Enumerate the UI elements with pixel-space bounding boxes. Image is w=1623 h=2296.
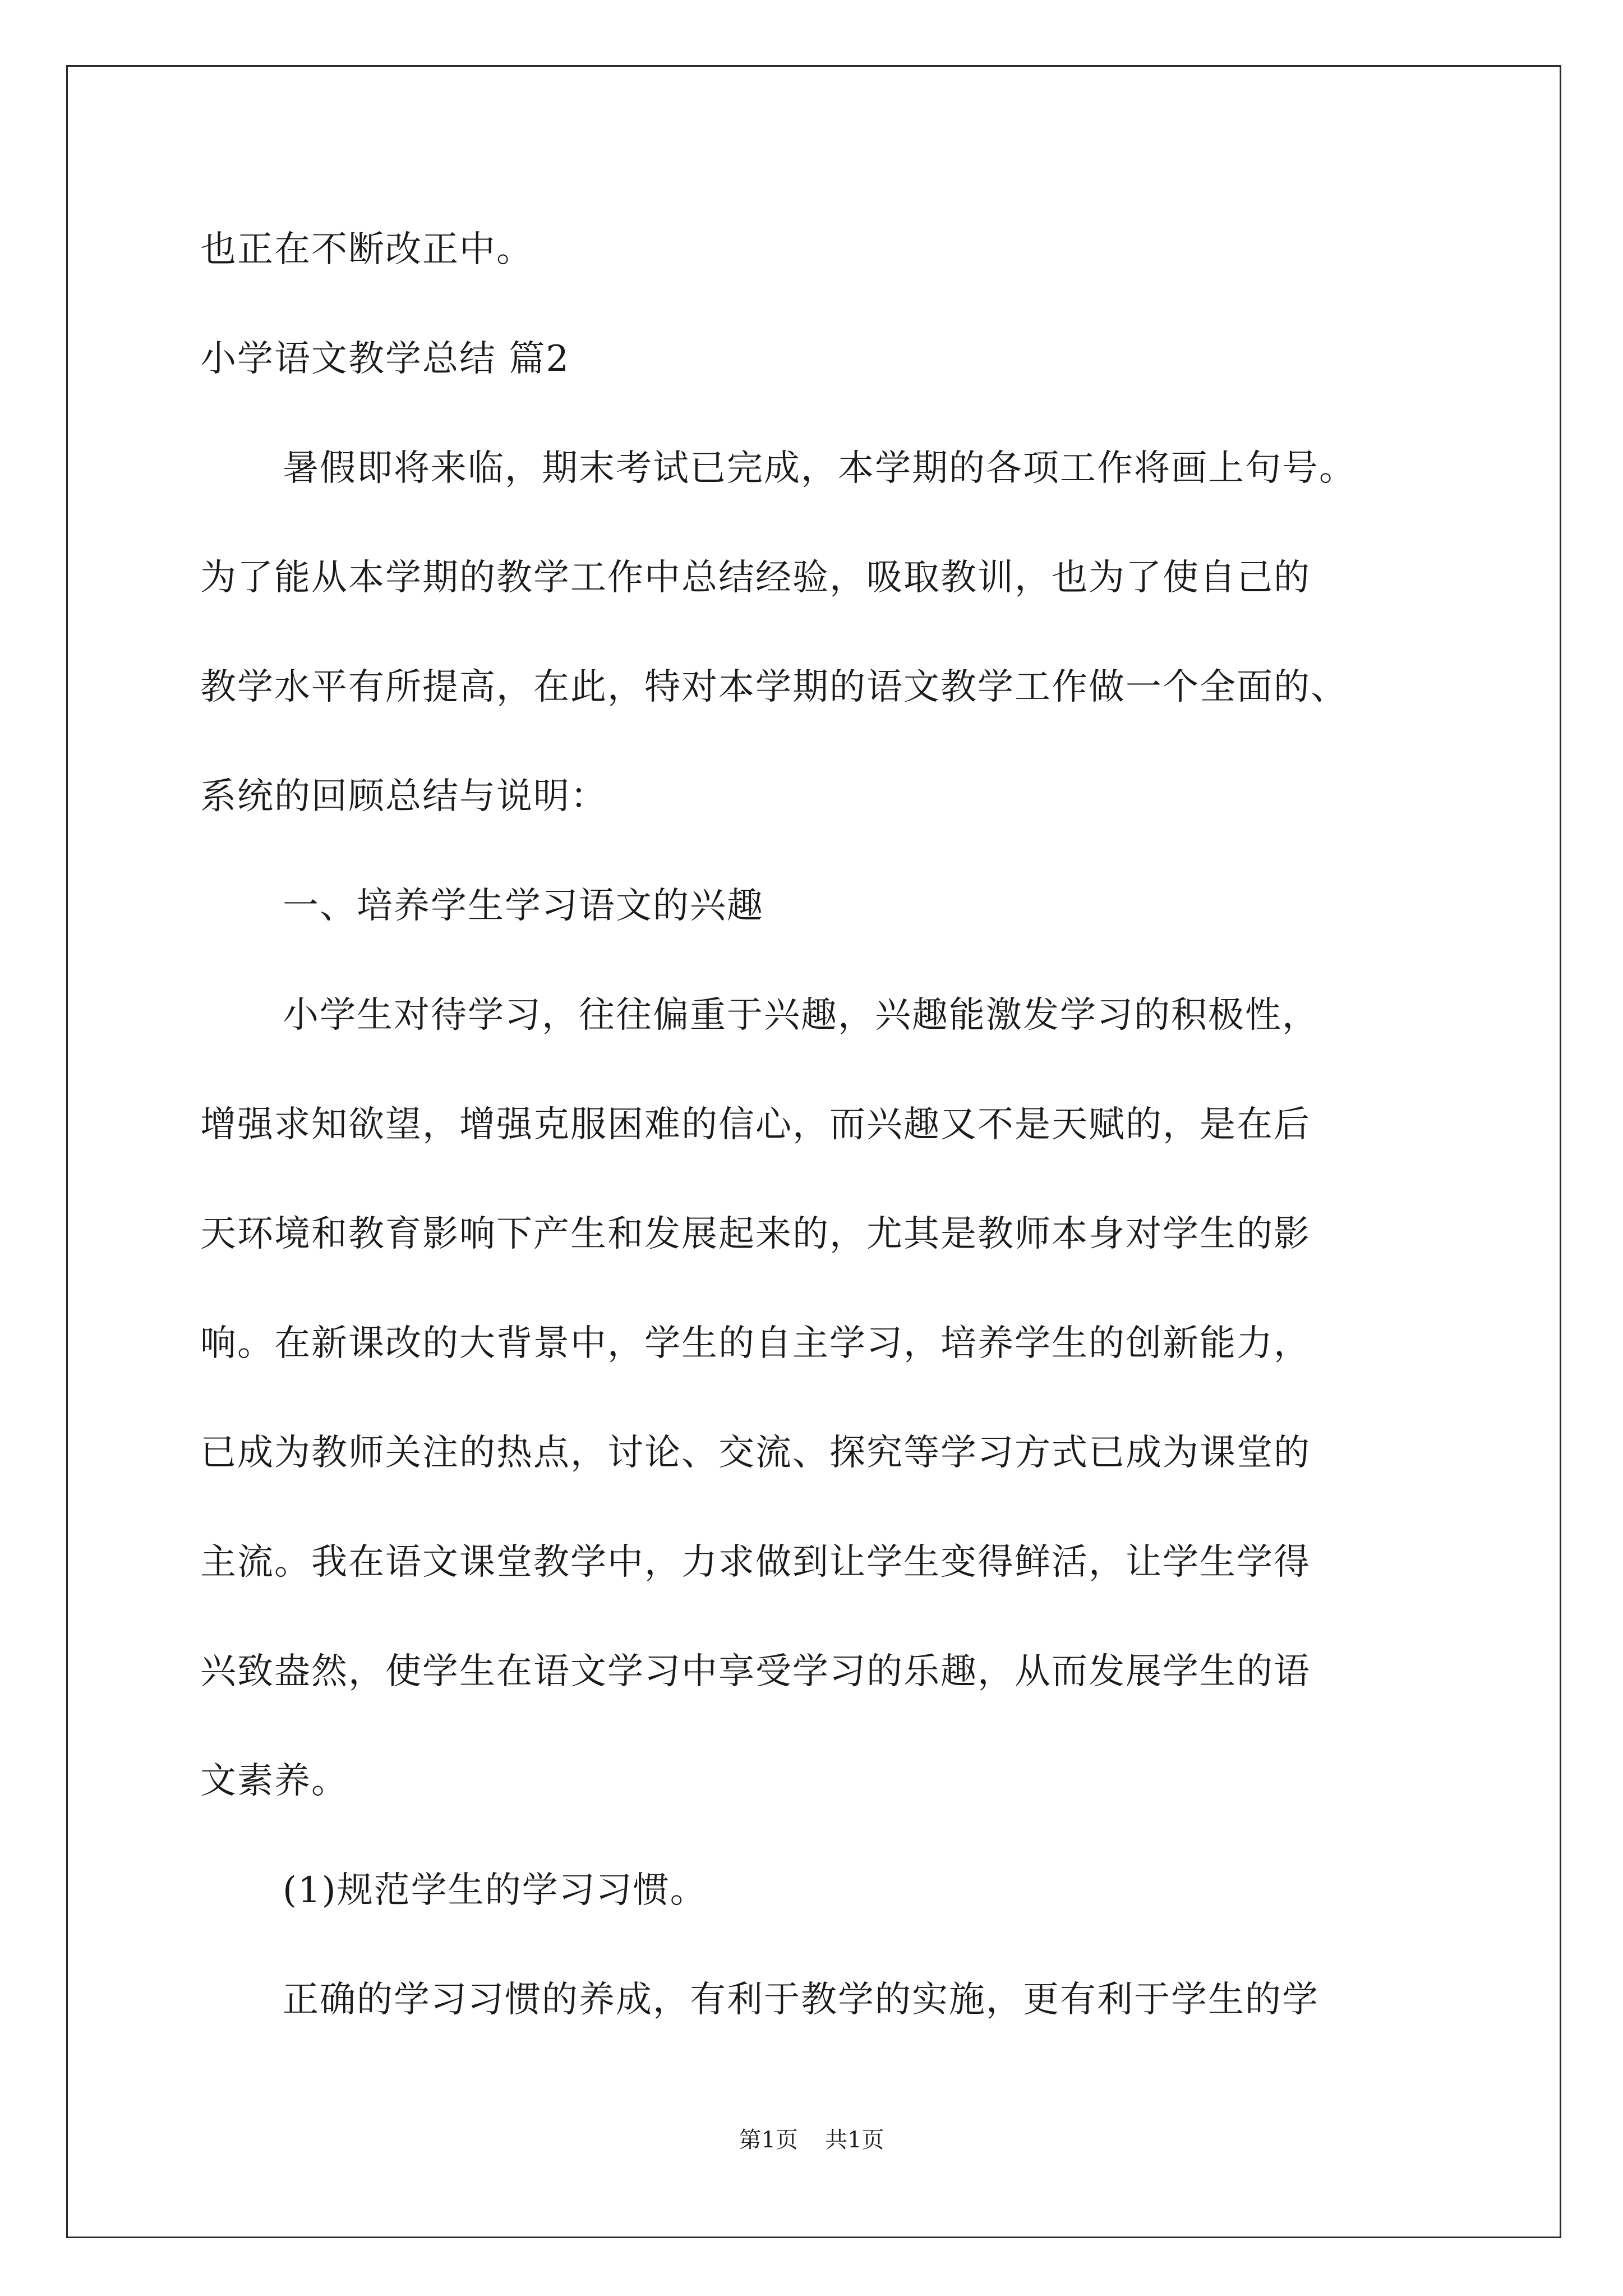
text-line: 已成为教师关注的热点，讨论、交流、探究等学习方式已成为课堂的 [200, 1432, 1311, 1474]
text-line: 教学水平有所提高，在此，特对本学期的语文教学工作做一个全面的、 [200, 666, 1348, 708]
text-line: 文素养。 [200, 1760, 348, 1802]
paragraph-first-line: 暑假即将来临，期末考试已完成，本学期的各项工作将画上句号。 [283, 448, 1356, 489]
text-line: 天环境和教育影响下产生和发展起来的，尤其是教师本身对学生的影 [200, 1213, 1311, 1255]
page-total: 共1页 [825, 2127, 884, 2153]
text-line: 为了能从本学期的教学工作中总结经验，吸取教训，也为了使自己的 [200, 557, 1311, 599]
text-line: 兴致盎然，使学生在语文学习中享受学习的乐趣，从而发展学生的语 [200, 1651, 1311, 1692]
paragraph-first-line: 正确的学习习惯的养成，有利于教学的实施，更有利于学生的学 [283, 1979, 1319, 2021]
section-heading: 小学语文教学总结 篇2 [200, 338, 570, 380]
text-line: 系统的回顾总结与说明： [200, 776, 607, 817]
paragraph-first-line: 小学生对待学习，往往偏重于兴趣，兴趣能激发学习的积极性， [283, 995, 1319, 1036]
text-line: 也正在不断改正中。 [200, 229, 533, 270]
text-line: 主流。我在语文课堂教学中，力求做到让学生变得鲜活，让学生学得 [200, 1542, 1311, 1583]
page-number: 第1页 [739, 2127, 798, 2153]
text-line: 响。在新课改的大背景中，学生的自主学习，培养学生的创新能力， [200, 1323, 1311, 1364]
subheading: 一、培养学生学习语文的兴趣 [283, 885, 764, 927]
list-item-heading: (1)规范学生的学习习惯。 [283, 1870, 707, 1911]
page-footer [0, 2126, 1623, 2154]
text-line: 增强求知欲望，增强克服困难的信心，而兴趣又不是天赋的，是在后 [200, 1104, 1311, 1145]
